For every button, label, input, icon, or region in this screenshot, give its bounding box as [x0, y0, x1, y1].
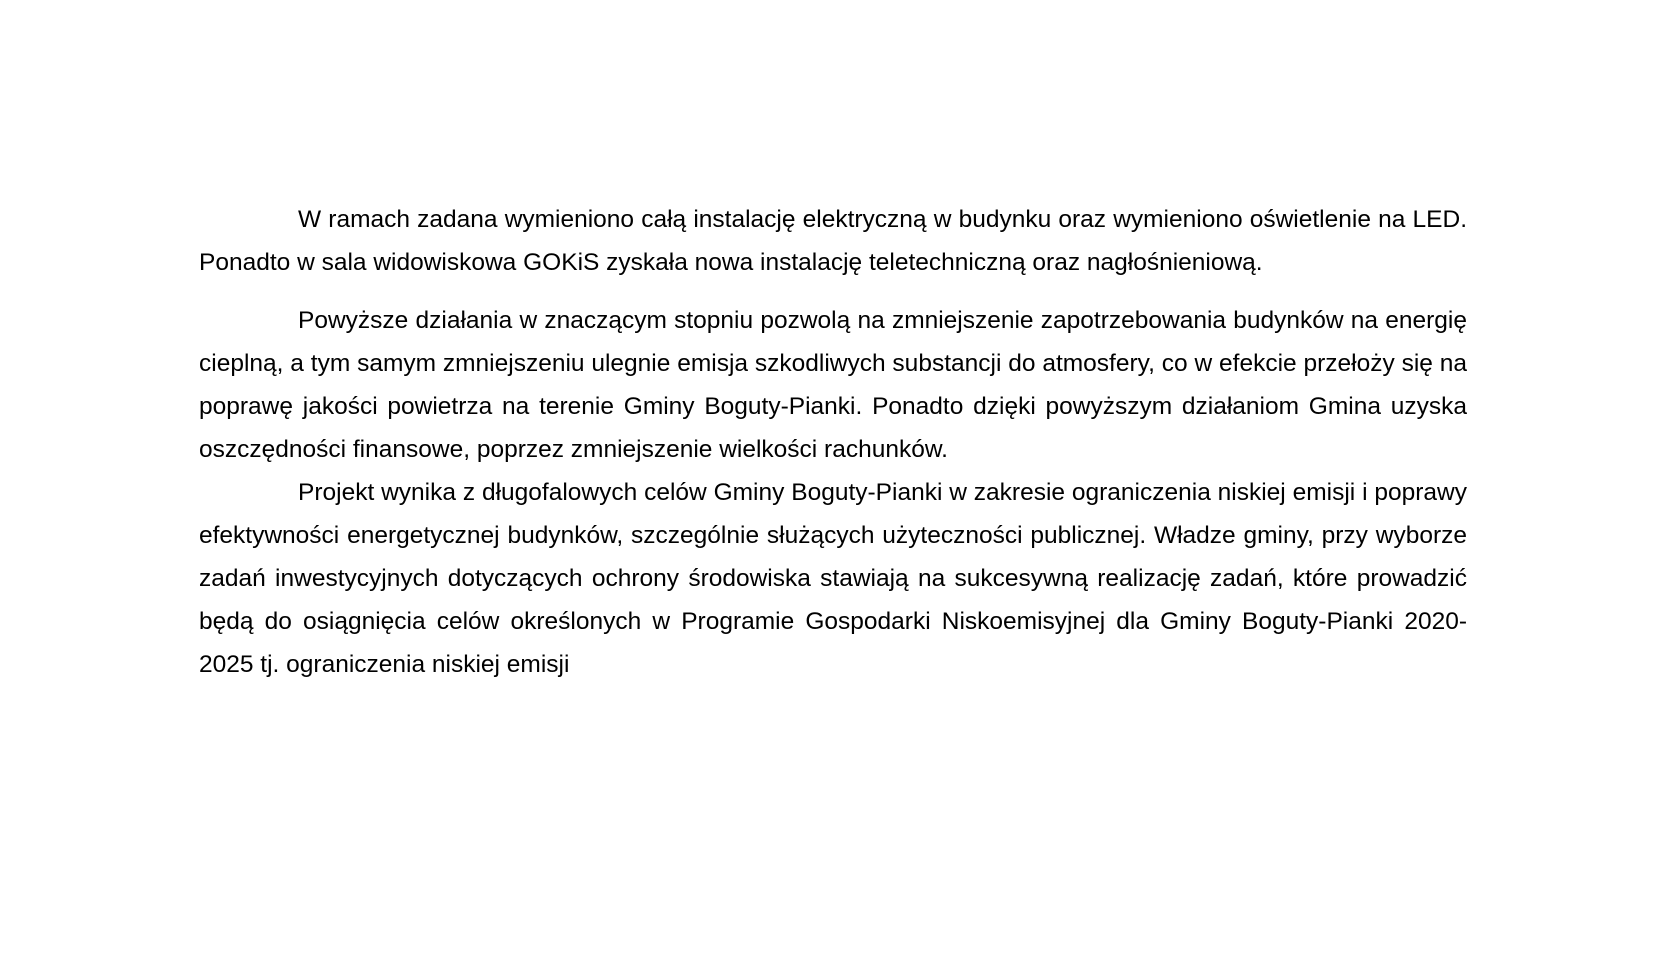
paragraph-effects: Powyższe działania w znaczącym stopniu pozwolą na zmniejszenie zapotrzebowania budynków na energię cieplną, a tym samym zmniejszeniu ulegnie emisja szkodliwych substancji do atmosfery, co w efekcie przełoży się na poprawę jakości powietrza na terenie Gminy Boguty-Pianki. Ponadto dzięki powyższym działaniom Gmina uzyska oszczędności finansowe, poprzez zmniejszenie wielkości rachunków. [199, 307, 1467, 463]
paragraph-project-goals: Projekt wynika z długofalowych celów Gminy Boguty-Pianki w zakresie ograniczenia niskiej emisji i poprawy efektywności energetycznej budynków, szczególnie służących użyteczności publicznej. Władze gminy, przy wyborze zadań inwestycyjnych dotyczących ochrony środowiska stawiają na sukcesywną realizację zadań, które prowadzić będą do osiągnięcia celów określonych w Programie Gospodarki Niskoemisyjnej dla Gminy Boguty-Pianki 2020-2025 tj. ograniczenia niskiej emisji [199, 479, 1467, 678]
paragraph-electrical-installation: W ramach zadana wymieniono całą instalację elektryczną w budynku oraz wymieniono oświetlenie na LED. Ponadto w sala widowiskowa GOKiS zyskała nowa instalację teletechniczną oraz nagłośnieniową. [199, 206, 1467, 276]
document-body [199, 198, 1467, 686]
